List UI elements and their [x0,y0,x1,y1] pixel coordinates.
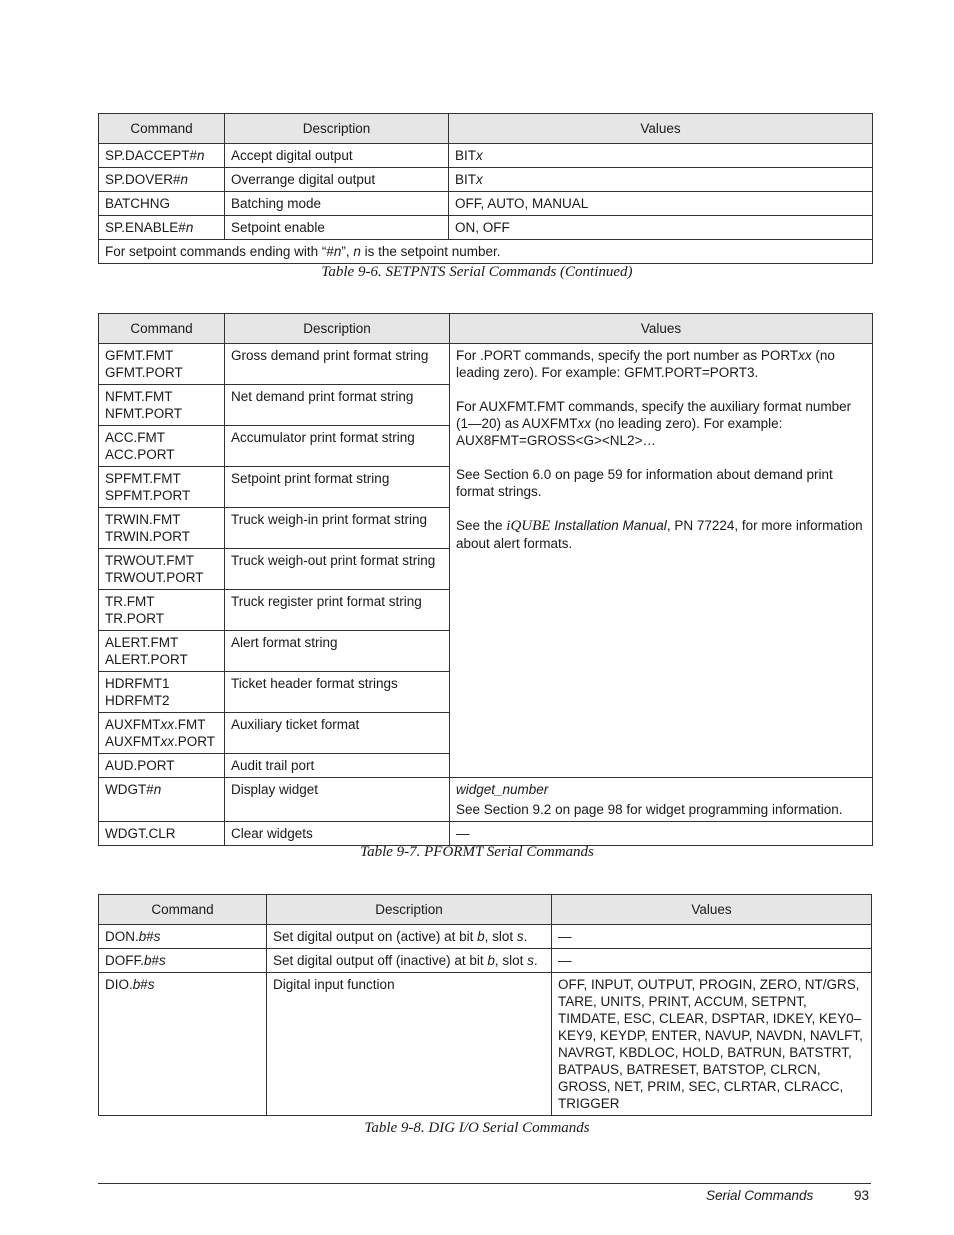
command-cell: SP.ENABLE#n [99,216,225,240]
table-caption: Table 9-8. DIG I/O Serial Commands [364,1120,590,1136]
column-header: Command [99,314,225,344]
command-cell: DOFF.b#s [99,949,267,973]
footer-divider [98,1183,871,1184]
table-row [99,216,873,240]
command-cell: SPFMT.FMT SPFMT.PORT [99,467,225,508]
table-row [99,192,873,216]
column-header: Values [552,895,872,925]
column-header: Values [449,114,873,144]
description-cell: Ticket header format strings [225,672,450,713]
column-header: Description [225,114,449,144]
table-row [99,778,873,822]
description-cell: Set digital output on (active) at bit b, slot s. [267,925,552,949]
command-cell: DON.b#s [99,925,267,949]
column-header: Command [99,114,225,144]
values-cell: ON, OFF [449,216,873,240]
table-row [99,144,873,168]
description-cell: Truck weigh-out print format string [225,549,450,590]
command-cell: HDRFMT1 HDRFMT2 [99,672,225,713]
setpnts-table [98,113,873,264]
description-cell: Batching mode [225,192,449,216]
description-cell: Set digital output off (inactive) at bit b, slot s. [267,949,552,973]
values-cell: widget_number See Section 9.2 on page 98 for widget programming information. [450,778,873,822]
page-number: 93 [854,1188,870,1203]
command-cell: AUXFMTxx.FMT AUXFMTxx.PORT [99,713,225,754]
table-row [99,973,872,1116]
description-cell: Alert format string [225,631,450,672]
pformt-table [98,313,873,846]
column-header: Command [99,895,267,925]
command-cell: AUD.PORT [99,754,225,778]
values-cell: — [552,949,872,973]
column-header: Values [450,314,873,344]
description-cell: Clear widgets [225,822,450,846]
command-cell: NFMT.FMT NFMT.PORT [99,385,225,426]
description-cell: Digital input function [267,973,552,1116]
values-cell: OFF, INPUT, OUTPUT, PROGIN, ZERO, NT/GRS, TARE, UNITS, PRINT, ACCUM, SETPNT, TIMDATE, ESC, CLEAR, DSPTAR, IDKEY, KEY0–KEY9, KEYDP, ENTER, NAVUP, NAVDN, NAVLFT, NAVRGT, KBDLOC, HOLD, BATRUN, BATSTRT, BATPAUS, BATRESET, BATSTOP, CLRCN, GROSS, NET, PRIM, SEC, CLRTAR, CLRACC, TRIGGER [552,973,872,1116]
column-header: Description [267,895,552,925]
description-cell: Accumulator print format string [225,426,450,467]
table-caption: Table 9-6. SETPNTS Serial Commands (Continued) [321,264,633,280]
values-cell: OFF, AUTO, MANUAL [449,192,873,216]
command-cell: GFMT.FMT GFMT.PORT [99,344,225,385]
command-cell: ALERT.FMT ALERT.PORT [99,631,225,672]
description-cell: Overrange digital output [225,168,449,192]
description-cell: Accept digital output [225,144,449,168]
command-cell: SP.DACCEPT#n [99,144,225,168]
description-cell: Gross demand print format string [225,344,450,385]
description-cell: Audit trail port [225,754,450,778]
command-cell: TRWIN.FMT TRWIN.PORT [99,508,225,549]
table-header-row [99,895,872,925]
command-cell: ACC.FMT ACC.PORT [99,426,225,467]
values-cell: — [552,925,872,949]
command-cell: BATCHNG [99,192,225,216]
description-cell: Net demand print format string [225,385,450,426]
table-note-row [99,240,873,264]
table-note: For setpoint commands ending with “#n”, n is the setpoint number. [99,240,873,264]
values-cell: For .PORT commands, specify the port number as PORTxx (no leading zero). For example: GFMT.PORT=PORT3. For AUXFMT.FMT commands, specify the auxiliary format number (1—20) as AUXFMTxx (no leading zero). For example: AUX8FMT=GROSS<G><NL2>… See Section 6.0 on page 59 for information about demand print format strings. See the iQUBE Installation Manual, PN 77224, for more information about alert formats. [450,344,873,778]
values-cell: — [450,822,873,846]
command-cell: WDGT#n [99,778,225,822]
command-cell: DIO.b#s [99,973,267,1116]
table-header-row [99,314,873,344]
description-cell: Auxiliary ticket format [225,713,450,754]
description-cell: Truck register print format string [225,590,450,631]
footer-section-title: Serial Commands [706,1188,814,1203]
dig-io-table [98,894,872,1116]
command-cell: TR.FMT TR.PORT [99,590,225,631]
description-cell: Setpoint print format string [225,467,450,508]
command-cell: TRWOUT.FMT TRWOUT.PORT [99,549,225,590]
table-row [99,168,873,192]
column-header: Description [225,314,450,344]
table-row [99,344,873,385]
values-cell: BITx [449,144,873,168]
table-row [99,925,872,949]
description-cell: Setpoint enable [225,216,449,240]
description-cell: Display widget [225,778,450,822]
table-header-row [99,114,873,144]
command-cell: WDGT.CLR [99,822,225,846]
table-row [99,949,872,973]
iqube-brand: iQUBE [506,518,551,534]
description-cell: Truck weigh-in print format string [225,508,450,549]
table-caption: Table 9-7. PFORMT Serial Commands [360,844,594,860]
command-cell: SP.DOVER#n [99,168,225,192]
table-row [99,822,873,846]
values-cell: BITx [449,168,873,192]
